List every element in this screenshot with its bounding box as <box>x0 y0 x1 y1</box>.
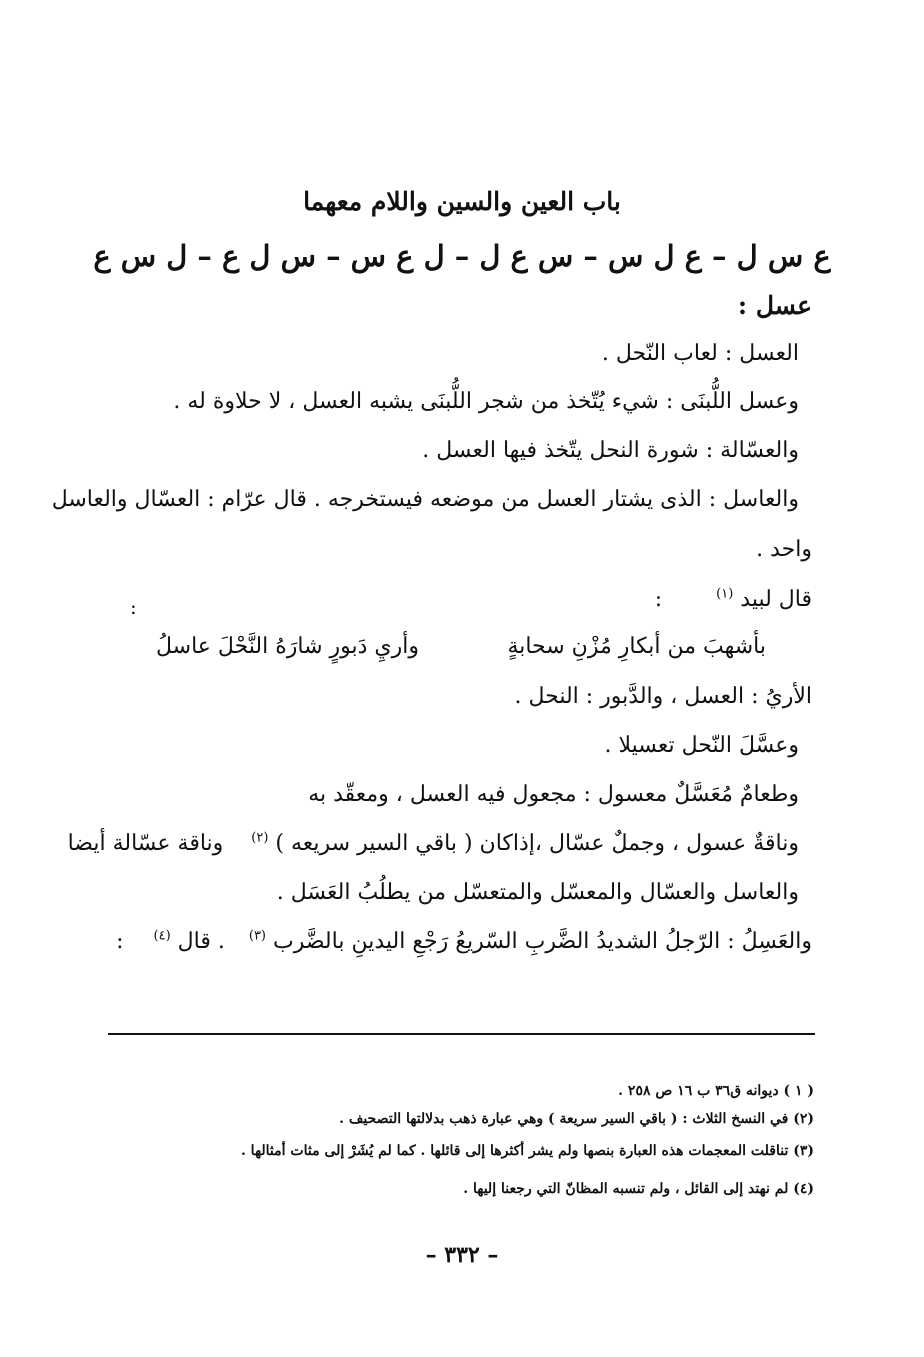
footnote-3: (٣) تناقلت المعجمات هذه العبارة بنصها ولم يشر أكثرها إلى قائلها . كما لم يُشَرْ إلى مثات أمثالها . <box>240 1143 814 1159</box>
definition-line: والعسّالة : شورة النحل يتّخذ فيها العسل . <box>422 438 799 463</box>
definition-line: وطعامٌ مُعَسَّلٌ معسول : مجعول فيه العسل ، ومعقّد به <box>308 782 799 807</box>
footnote-ref-3: (٣) <box>248 928 266 944</box>
definition-line: العسل : لعاب النّحل . <box>601 341 799 366</box>
asil-qala: . قال <box>177 929 225 954</box>
verse-first-hemistich: بأشهبَ من أبكارِ مُزْنِ سحابةٍ <box>507 634 766 659</box>
stray-colon: : <box>130 595 137 619</box>
footnote-ref-1: (١) <box>716 586 734 602</box>
chapter-heading: باب العين والسين واللام معهما <box>303 187 621 216</box>
footnote-ref-2: (٢) <box>251 830 269 846</box>
footnote-4: (٤) لم نهتد إلى القائل ، ولم تنسبه المظانّ التي رجعنا إليها . <box>463 1181 814 1197</box>
asil-text: والعَسِلُ : الرّجلُ الشديدُ الضَّربِ السّريعُ رَجْعِ اليدينِ بالضَّرب <box>273 929 812 954</box>
definition-line-naqa <box>68 824 799 864</box>
definition-line-asil <box>116 922 812 962</box>
definition-line: والعاسل : الذى يشتار العسل من موضعه فيستخرجه . قال عرّام : العسّال والعاسل <box>51 487 799 512</box>
definition-line: وعسَّلَ النّحل تعسيلا . <box>604 733 799 758</box>
definition-line: واحد . <box>756 537 812 562</box>
footnote-ref-4: (٤) <box>153 928 171 944</box>
poet-intro-line <box>655 580 812 620</box>
definition-line: وعسل اللُّبنَى : شيء يُتّخذ من شجر اللُّبنَى يشبه العسل ، لا حلاوة له . <box>173 389 799 414</box>
verse-second-hemistich: وأريِ دَبورٍ شارَهُ النَّحْلَ عاسلُ <box>156 634 419 659</box>
letter-permutations: ع س ل – ع ل س – س ع ل – ل ع س – س ل ع – ل س ع <box>93 239 831 273</box>
root-entry-title: عسل : <box>737 291 812 320</box>
footnote-1: ( ١ ) ديوانه ق٣٦ ب ١٦ ص ٢٥٨ . <box>618 1083 814 1099</box>
poet-intro-colon: : <box>654 587 663 612</box>
poet-intro: قال لبيد <box>740 587 812 612</box>
definition-line: والعاسل والعسّال والمعسّل والمتعسّل من يطلُبُ العَسَل . <box>276 880 799 905</box>
naqa-text: وناقةٌ عسول ، وجملٌ عسّال ،إذاكان ( باقي السير سريعه ) <box>275 831 799 856</box>
footnote-separator <box>108 1033 815 1035</box>
definition-line: الأريُ : العسل ، والدَّبور : النحل . <box>514 684 812 709</box>
page-number: – ٣٣٢ – <box>425 1242 499 1268</box>
footnote-2: (٢) في النسخ الثلاث : ( باقي السير سريعة ) وهي عبارة ذهب بدلالتها التصحيف . <box>339 1111 814 1127</box>
naqa-text-end: وناقة عسّالة أيضا <box>67 831 224 856</box>
asil-colon: : <box>116 929 124 954</box>
